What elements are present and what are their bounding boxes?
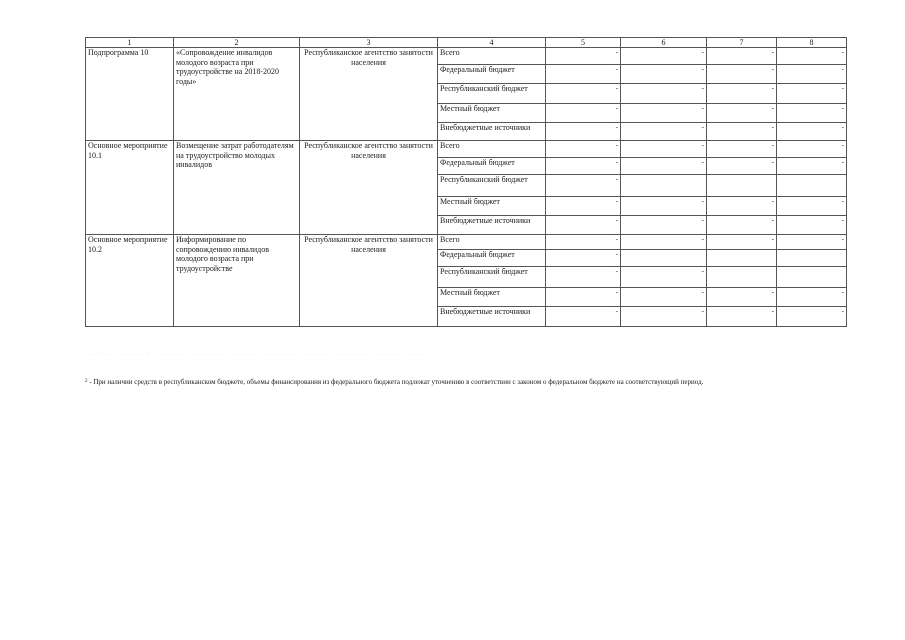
- value-cell: -: [621, 84, 707, 104]
- value-cell: [777, 250, 847, 267]
- scan-artifact-line: . . . : . . . . . . . . . : . . . . . . . . . . . . . . . . . . . . . . . . . . . . . . . . . . . . . . . . . . . . . . . . . . . . . . . . . . . . .: [88, 352, 424, 357]
- funding-source-cell: Республиканский бюджет: [438, 175, 546, 197]
- funding-source-cell: Местный бюджет: [438, 288, 546, 307]
- funding-source-cell: Федеральный бюджет: [438, 65, 546, 84]
- value-cell: -: [777, 104, 847, 123]
- value-cell: -: [777, 307, 847, 327]
- value-cell: -: [707, 48, 777, 65]
- value-cell: -: [777, 65, 847, 84]
- funding-source-cell: Федеральный бюджет: [438, 250, 546, 267]
- value-cell: -: [546, 104, 621, 123]
- footnote-text: - При наличии средств в республиканском бюджете, объемы финансирования из федерального бюджета подлежат уточнению в соответствии с законом о федеральном бюджете на соответствующий период.: [87, 378, 704, 386]
- value-cell: -: [546, 197, 621, 216]
- value-cell: [621, 250, 707, 267]
- value-cell: -: [777, 123, 847, 141]
- value-cell: -: [546, 158, 621, 175]
- value-cell: -: [777, 235, 847, 250]
- value-cell: -: [546, 288, 621, 307]
- column-header: 3: [300, 38, 438, 48]
- value-cell: -: [621, 65, 707, 84]
- table-row: [86, 235, 847, 250]
- value-cell: -: [777, 141, 847, 158]
- column-header: 7: [707, 38, 777, 48]
- value-cell: -: [777, 158, 847, 175]
- value-cell: -: [707, 158, 777, 175]
- value-cell: -: [777, 216, 847, 235]
- column-header: 2: [174, 38, 300, 48]
- value-cell: -: [621, 48, 707, 65]
- value-cell: -: [621, 158, 707, 175]
- value-cell: -: [621, 197, 707, 216]
- value-cell: -: [546, 307, 621, 327]
- value-cell: [707, 267, 777, 288]
- value-cell: -: [546, 141, 621, 158]
- value-cell: -: [777, 84, 847, 104]
- funding-source-cell: Всего: [438, 48, 546, 65]
- value-cell: -: [707, 235, 777, 250]
- value-cell: -: [621, 141, 707, 158]
- value-cell: [707, 175, 777, 197]
- table-row: [86, 141, 847, 158]
- funding-source-cell: Внебюджетные источники: [438, 307, 546, 327]
- column-header: 6: [621, 38, 707, 48]
- footnote: [85, 378, 845, 387]
- value-cell: -: [621, 267, 707, 288]
- funding-source-cell: Местный бюджет: [438, 197, 546, 216]
- row-name-cell: Возмещение затрат работодателям на трудоустройство молодых инвалидов: [174, 141, 300, 235]
- value-cell: -: [546, 175, 621, 197]
- footnote-marker: 2: [85, 379, 88, 384]
- column-header: 8: [777, 38, 847, 48]
- column-header: 5: [546, 38, 621, 48]
- value-cell: -: [546, 267, 621, 288]
- row-type-cell: Основное мероприятие 10.1: [86, 141, 174, 235]
- value-cell: -: [777, 288, 847, 307]
- value-cell: -: [707, 104, 777, 123]
- value-cell: -: [546, 216, 621, 235]
- value-cell: [707, 250, 777, 267]
- executor-cell: Республиканское агентство занятости населения: [300, 141, 438, 235]
- row-type-cell: Основное мероприятие 10.2: [86, 235, 174, 327]
- funding-source-cell: Местный бюджет: [438, 104, 546, 123]
- value-cell: -: [621, 307, 707, 327]
- funding-source-cell: Республиканский бюджет: [438, 84, 546, 104]
- value-cell: -: [621, 104, 707, 123]
- value-cell: -: [707, 307, 777, 327]
- value-cell: -: [777, 197, 847, 216]
- row-type-cell: Подпрограмма 10: [86, 48, 174, 141]
- budget-table: [85, 37, 847, 327]
- column-header: 1: [86, 38, 174, 48]
- funding-source-cell: Федеральный бюджет: [438, 158, 546, 175]
- value-cell: -: [707, 84, 777, 104]
- table-header-row: [86, 38, 847, 48]
- value-cell: -: [546, 65, 621, 84]
- funding-source-cell: Всего: [438, 235, 546, 250]
- executor-cell: Республиканское агентство занятости населения: [300, 235, 438, 327]
- value-cell: -: [546, 123, 621, 141]
- value-cell: -: [621, 288, 707, 307]
- value-cell: [777, 175, 847, 197]
- value-cell: -: [621, 235, 707, 250]
- value-cell: [777, 267, 847, 288]
- value-cell: -: [621, 123, 707, 141]
- column-header: 4: [438, 38, 546, 48]
- funding-source-cell: Внебюджетные источники: [438, 216, 546, 235]
- value-cell: -: [777, 48, 847, 65]
- table-row: [86, 48, 847, 65]
- executor-cell: Республиканское агентство занятости населения: [300, 48, 438, 141]
- value-cell: -: [546, 48, 621, 65]
- value-cell: -: [707, 288, 777, 307]
- funding-source-cell: Республиканский бюджет: [438, 267, 546, 288]
- row-name-cell: Информирование по сопровождению инвалидов молодого возраста при трудоустройстве: [174, 235, 300, 327]
- value-cell: -: [707, 123, 777, 141]
- value-cell: -: [707, 65, 777, 84]
- value-cell: -: [546, 250, 621, 267]
- value-cell: -: [546, 84, 621, 104]
- value-cell: -: [621, 216, 707, 235]
- value-cell: -: [707, 216, 777, 235]
- funding-source-cell: Всего: [438, 141, 546, 158]
- value-cell: -: [707, 197, 777, 216]
- value-cell: -: [707, 141, 777, 158]
- value-cell: [621, 175, 707, 197]
- value-cell: -: [546, 235, 621, 250]
- row-name-cell: «Сопровождение инвалидов молодого возраста при трудоустройстве на 2018-2020 годы»: [174, 48, 300, 141]
- funding-source-cell: Внебюджетные источники: [438, 123, 546, 141]
